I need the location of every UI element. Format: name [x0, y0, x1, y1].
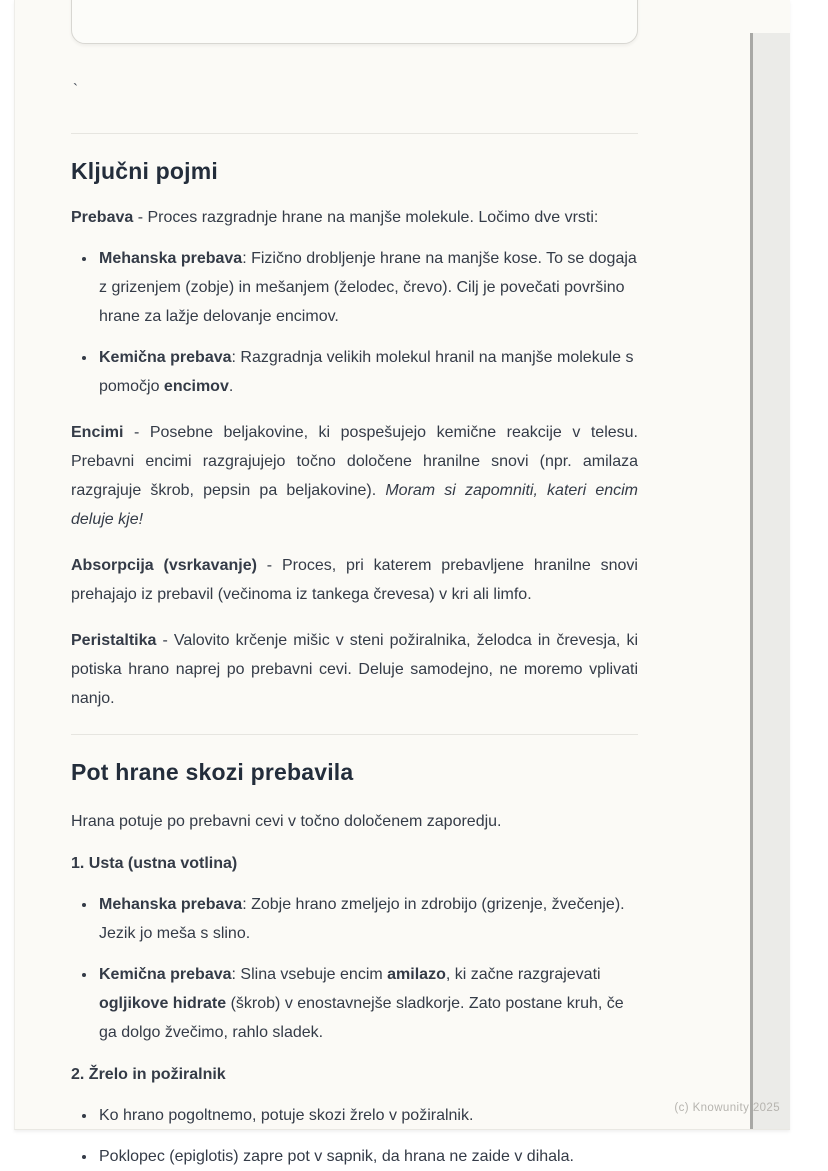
step-heading-zrelo: 2. Žrelo in požiralnik: [71, 1066, 226, 1083]
document-page: [14, 0, 790, 1165]
section-heading-pot-hrane: Pot hrane skozi prebavila: [71, 759, 354, 785]
scrollbar-track[interactable]: [750, 33, 790, 1129]
bullet-list-prebava-vrste: [71, 244, 638, 401]
paragraph-encimi: Encimi - Posebne beljakovine, ki pospešujejo kemične reakcije v telesu. Prebavni encimi razgrajujejo točno določene hranilne snovi (npr. amilaza razgrajuje škrob, pepsin pa beljakovine). Moram si zapomniti, kateri encim deluje kje!: [71, 424, 638, 528]
list-item-kemicna-prebava: • Kemična prebava: Razgradnja velikih molekul hranil na manjše molekule s pomočjo encimov.: [97, 343, 638, 401]
document-content: [71, 0, 638, 1171]
list-item-mehanska-prebava: • Mehanska prebava: Fizično drobljenje hrane na manjše kose. To se dogaja z grizenjem (zobje) in mešanjem (želodec, črevo). Cilj je povečati površino hrane za lažje delovanje encimov.: [97, 244, 638, 331]
paragraph-peristaltika: Peristaltika - Valovito krčenje mišic v steni požiralnika, želodca in črevesja, ki potiska hrano naprej po prebavni cevi. Deluje samodejno, ne moremo vplivati nanjo.: [71, 632, 638, 707]
paragraph-pot-hrane-intro: Hrana potuje po prebavni cevi v točno določenem zaporedju.: [71, 813, 502, 830]
section-divider: [71, 734, 638, 735]
list-item-pogoltnemo: • Ko hrano pogoltnemo, potuje skozi žrelo v požiralnik.: [97, 1101, 638, 1130]
list-item-mehanska-usta: • Mehanska prebava: Zobje hrano zmeljejo in zdrobijo (grizenje, žvečenje). Jezik jo meša s slino.: [97, 890, 638, 948]
paragraph-absorpcija: Absorpcija (vsrkavanje) - Proces, pri katerem prebavljene hranilne snovi prehajajo iz prebavil (večinoma iz tankega črevesa) v kri ali limfo.: [71, 557, 638, 603]
paragraph-prebava: Prebava - Proces razgradnje hrane na manjše molekule. Ločimo dve vrsti:: [71, 209, 599, 226]
scrollbar-thumb[interactable]: [750, 33, 753, 1129]
watermark: (c) Knowunity 2025: [674, 1102, 780, 1114]
stray-character: `: [73, 81, 78, 98]
list-item-poklopec: • Poklopec (epiglotis) zapre pot v sapnik, da hrana ne zaide v dihala.: [97, 1142, 638, 1171]
list-item-kemicna-usta: • Kemična prebava: Slina vsebuje encim amilazo, ki začne razgrajevati ogljikove hidrate (škrob) v enostavnejše sladkorje. Zato postane kruh, če ga dolgo žvečimo, rahlo sladek.: [97, 960, 638, 1047]
section-divider: [71, 133, 638, 134]
section-heading-kljucni-pojmi: Ključni pojmi: [71, 158, 218, 184]
step-heading-usta: 1. Usta (ustna votlina): [71, 855, 238, 872]
bullet-list-usta: [71, 890, 638, 1047]
